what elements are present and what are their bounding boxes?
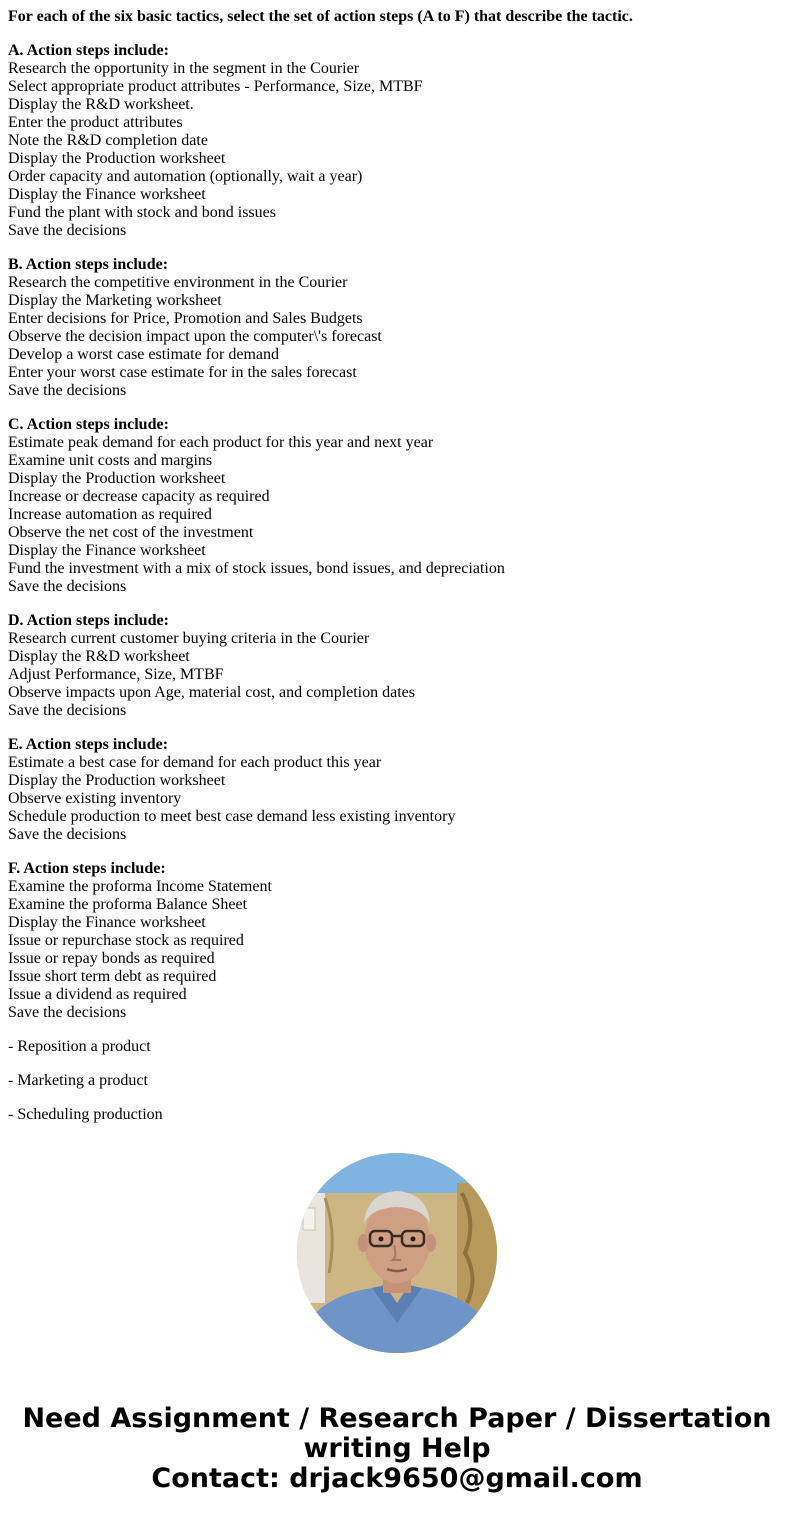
action-step: Enter the product attributes xyxy=(8,114,183,131)
action-step: Display the Production worksheet xyxy=(8,772,226,789)
action-step: Save the decisions xyxy=(8,826,127,843)
action-step: Fund the plant with stock and bond issues xyxy=(8,204,276,221)
action-step: Develop a worst case estimate for demand xyxy=(8,346,280,363)
action-step: Schedule production to meet best case demand less existing inventory xyxy=(8,808,456,825)
action-step: Observe impacts upon Age, material cost, and completion dates xyxy=(8,684,415,701)
document-content xyxy=(8,8,786,1140)
action-step: Research the opportunity in the segment in the Courier xyxy=(8,60,360,77)
action-step: Observe the net cost of the investment xyxy=(8,524,254,541)
action-step: Display the Production worksheet xyxy=(8,150,226,167)
action-step: Observe existing inventory xyxy=(8,790,182,807)
section-e xyxy=(8,736,786,844)
action-step: Note the R&D completion date xyxy=(8,132,208,149)
section-title: B. Action steps include: xyxy=(8,256,169,273)
action-step: Save the decisions xyxy=(8,1004,127,1021)
action-step: Order capacity and automation (optionally, wait a year) xyxy=(8,168,363,185)
person-photo-icon xyxy=(297,1153,497,1353)
section-title: F. Action steps include: xyxy=(8,860,166,877)
action-step: Save the decisions xyxy=(8,578,127,595)
promo-line-2: writing Help xyxy=(303,1433,491,1464)
section-c xyxy=(8,416,786,596)
tactic-item: - Marketing a product xyxy=(8,1072,148,1089)
promo-contact-line: Contact: drjack9650@gmail.com xyxy=(151,1463,643,1494)
section-title: E. Action steps include: xyxy=(8,736,169,753)
author-avatar xyxy=(297,1153,497,1353)
section-title: A. Action steps include: xyxy=(8,42,169,59)
action-step: Issue short term debt as required xyxy=(8,968,217,985)
action-step: Examine the proforma Balance Sheet xyxy=(8,896,248,913)
tactic-list xyxy=(8,1038,786,1124)
action-step: Save the decisions xyxy=(8,702,127,719)
tactic-item: - Scheduling production xyxy=(8,1106,163,1123)
section-b xyxy=(8,256,786,400)
promo-footer xyxy=(0,1404,794,1494)
action-step: Display the Finance worksheet xyxy=(8,186,206,203)
question-text: For each of the six basic tactics, select the set of action steps (A to F) that describe the tactic. xyxy=(8,8,633,25)
action-step: Display the Finance worksheet xyxy=(8,542,206,559)
section-a xyxy=(8,42,786,240)
section-f xyxy=(8,860,786,1022)
action-step: Issue or repay bonds as required xyxy=(8,950,215,967)
promo-line-1: Need Assignment / Research Paper / Dissertation xyxy=(22,1403,772,1434)
section-title: C. Action steps include: xyxy=(8,416,169,433)
action-step: Examine unit costs and margins xyxy=(8,452,213,469)
action-step: Adjust Performance, Size, MTBF xyxy=(8,666,224,683)
action-step: Display the Marketing worksheet xyxy=(8,292,222,309)
action-step: Increase automation as required xyxy=(8,506,212,523)
action-step: Display the R&D worksheet xyxy=(8,648,190,665)
action-step: Increase or decrease capacity as required xyxy=(8,488,270,505)
section-d xyxy=(8,612,786,720)
action-step: Examine the proforma Income Statement xyxy=(8,878,272,895)
action-step: Display the Production worksheet xyxy=(8,470,226,487)
action-step: Research current customer buying criteria in the Courier xyxy=(8,630,370,647)
section-title: D. Action steps include: xyxy=(8,612,169,629)
action-step: Save the decisions xyxy=(8,222,127,239)
action-step: Research the competitive environment in the Courier xyxy=(8,274,348,291)
action-step: Display the Finance worksheet xyxy=(8,914,206,931)
action-step: Select appropriate product attributes - Performance, Size, MTBF xyxy=(8,78,423,95)
action-step: Issue or repurchase stock as required xyxy=(8,932,244,949)
action-step-sections xyxy=(8,42,786,1022)
action-step: Observe the decision impact upon the computer\'s forecast xyxy=(8,328,382,345)
action-step: Estimate peak demand for each product for this year and next year xyxy=(8,434,434,451)
tactic-item: - Reposition a product xyxy=(8,1038,151,1055)
action-step: Fund the investment with a mix of stock issues, bond issues, and depreciation xyxy=(8,560,505,577)
action-step: Issue a dividend as required xyxy=(8,986,187,1003)
action-step: Display the R&D worksheet. xyxy=(8,96,194,113)
action-step: Enter decisions for Price, Promotion and Sales Budgets xyxy=(8,310,363,327)
action-step: Estimate a best case for demand for each product this year xyxy=(8,754,382,771)
action-step: Save the decisions xyxy=(8,382,127,399)
action-step: Enter your worst case estimate for in the sales forecast xyxy=(8,364,357,381)
